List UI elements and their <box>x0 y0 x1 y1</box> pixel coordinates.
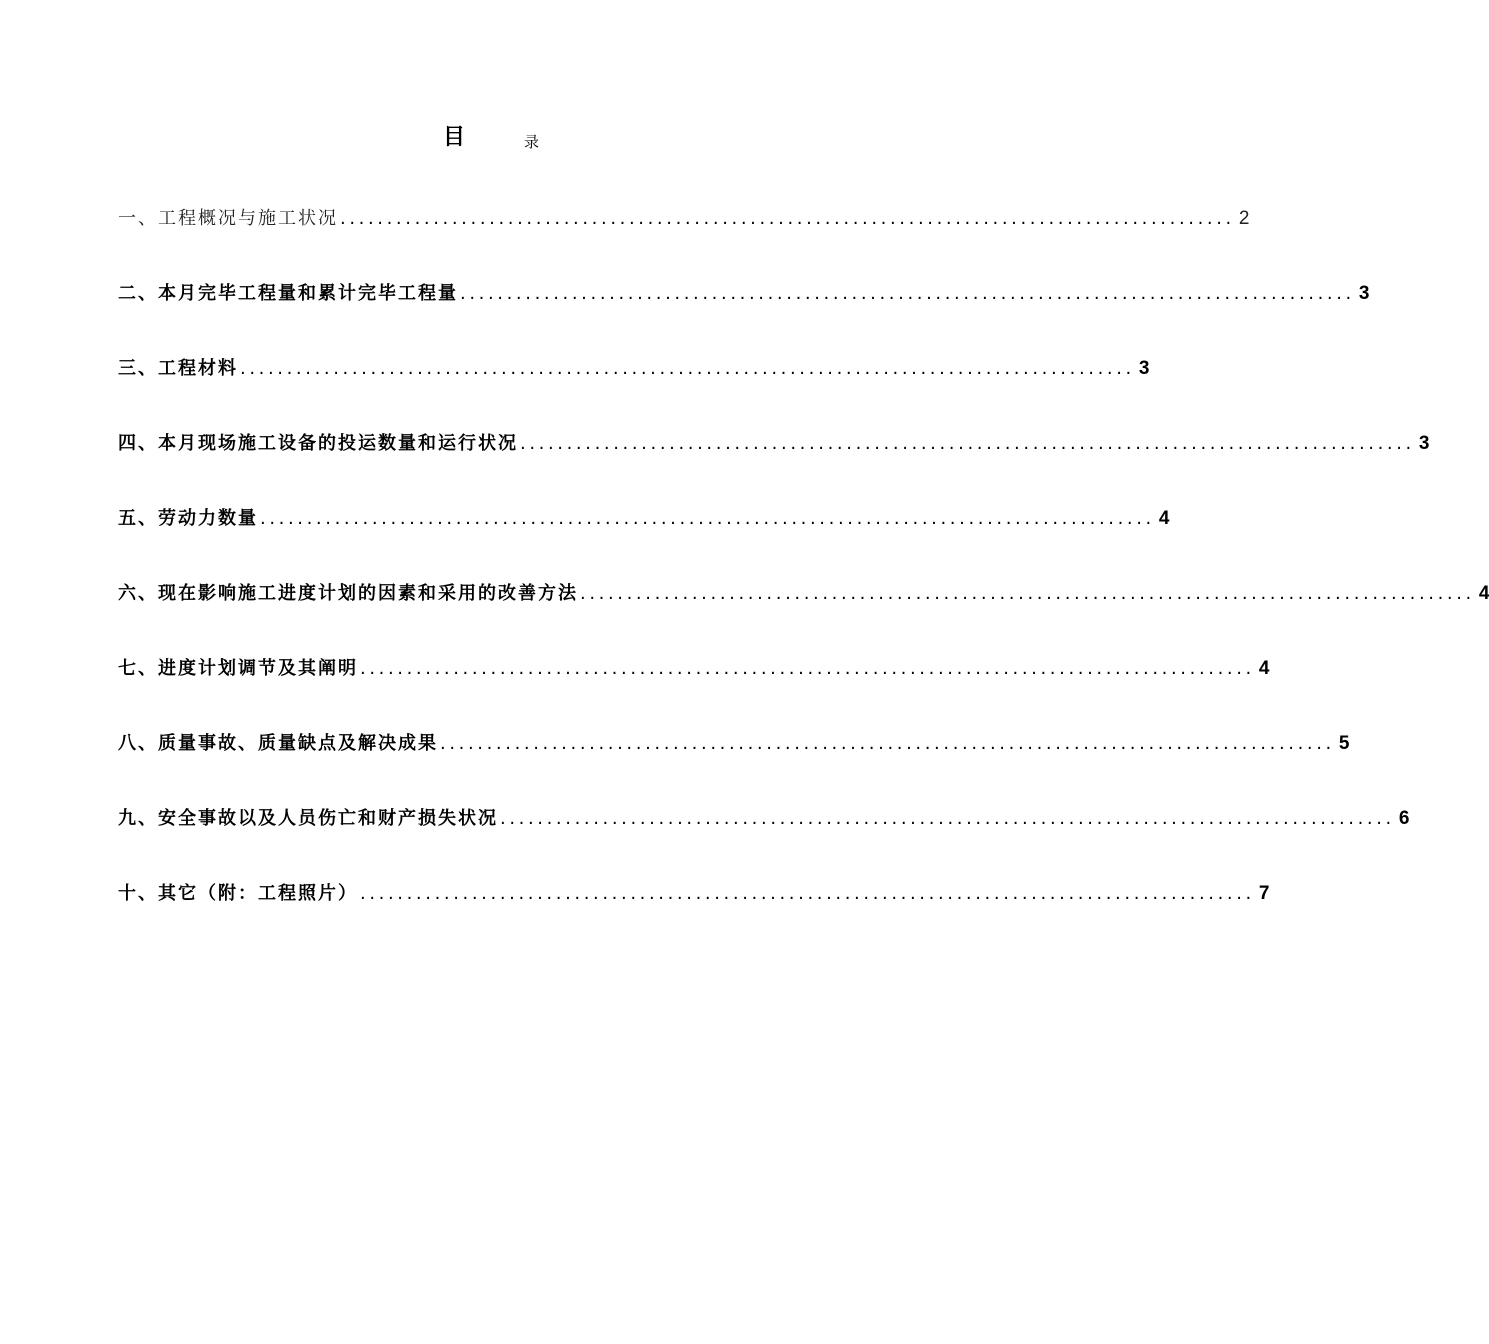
toc-title-char-1: 目 <box>443 125 466 150</box>
toc-dot-leader: ................................................................................................ <box>440 733 1335 754</box>
toc-dot-leader: ................................................................................................ <box>520 433 1415 454</box>
toc-entry-label: 三、工程材料 <box>118 358 238 379</box>
toc-page-number: 5 <box>1338 733 1350 754</box>
toc-entry-label: 八、质量事故、质量缺点及解决成果 <box>118 733 438 754</box>
toc-dot-leader: ................................................................................................ <box>360 658 1255 679</box>
toc-entry-label: 十、其它（附：工程照片） <box>118 883 358 904</box>
toc-entry-6[interactable] <box>118 575 1489 605</box>
toc-entry-9[interactable] <box>118 800 1410 830</box>
toc-page-number: 3 <box>1418 433 1430 454</box>
toc-entry-1[interactable] <box>118 200 1250 230</box>
toc-entry-4[interactable] <box>118 425 1430 455</box>
toc-title <box>0 124 950 160</box>
toc-entry-8[interactable] <box>118 725 1350 755</box>
toc-entry-label: 四、本月现场施工设备的投运数量和运行状况 <box>118 433 518 454</box>
toc-dot-leader: ................................................................................................ <box>340 208 1235 229</box>
toc-entry-10[interactable] <box>118 875 1270 905</box>
toc-entry-5[interactable] <box>118 500 1170 530</box>
toc-page-number: 4 <box>1158 508 1170 529</box>
toc-page-number: 3 <box>1138 358 1150 379</box>
toc-entry-label: 七、进度计划调节及其阐明 <box>118 658 358 679</box>
toc-entry-label: 五、劳动力数量 <box>118 508 258 529</box>
toc-entry-label: 一、工程概况与施工状况 <box>118 208 338 229</box>
toc-dot-leader: ................................................................................................ <box>360 883 1255 904</box>
toc-entry-label: 二、本月完毕工程量和累计完毕工程量 <box>118 283 458 304</box>
toc-page-number: 6 <box>1398 808 1410 829</box>
toc-entry-3[interactable] <box>118 350 1150 380</box>
toc-page-number: 4 <box>1258 658 1270 679</box>
toc-entry-label: 九、安全事故以及人员伤亡和财产损失状况 <box>118 808 498 829</box>
toc-entry-7[interactable] <box>118 650 1270 680</box>
toc-title-char-2: 录 <box>524 133 540 151</box>
toc-dot-leader: ................................................................................................ <box>240 358 1135 379</box>
toc-page-number: 2 <box>1238 208 1250 229</box>
toc-page-number: 4 <box>1478 583 1489 604</box>
toc-entry-label: 六、现在影响施工进度计划的因素和采用的改善方法 <box>118 583 578 604</box>
toc-page-number: 3 <box>1358 283 1370 304</box>
toc-dot-leader: ................................................................................................ <box>460 283 1355 304</box>
toc-dot-leader: ................................................................................................ <box>260 508 1155 529</box>
toc-dot-leader: ................................................................................................ <box>580 583 1475 604</box>
toc-dot-leader: ................................................................................................ <box>500 808 1395 829</box>
toc-entry-2[interactable] <box>118 275 1370 305</box>
toc-page-number: 7 <box>1258 883 1270 904</box>
